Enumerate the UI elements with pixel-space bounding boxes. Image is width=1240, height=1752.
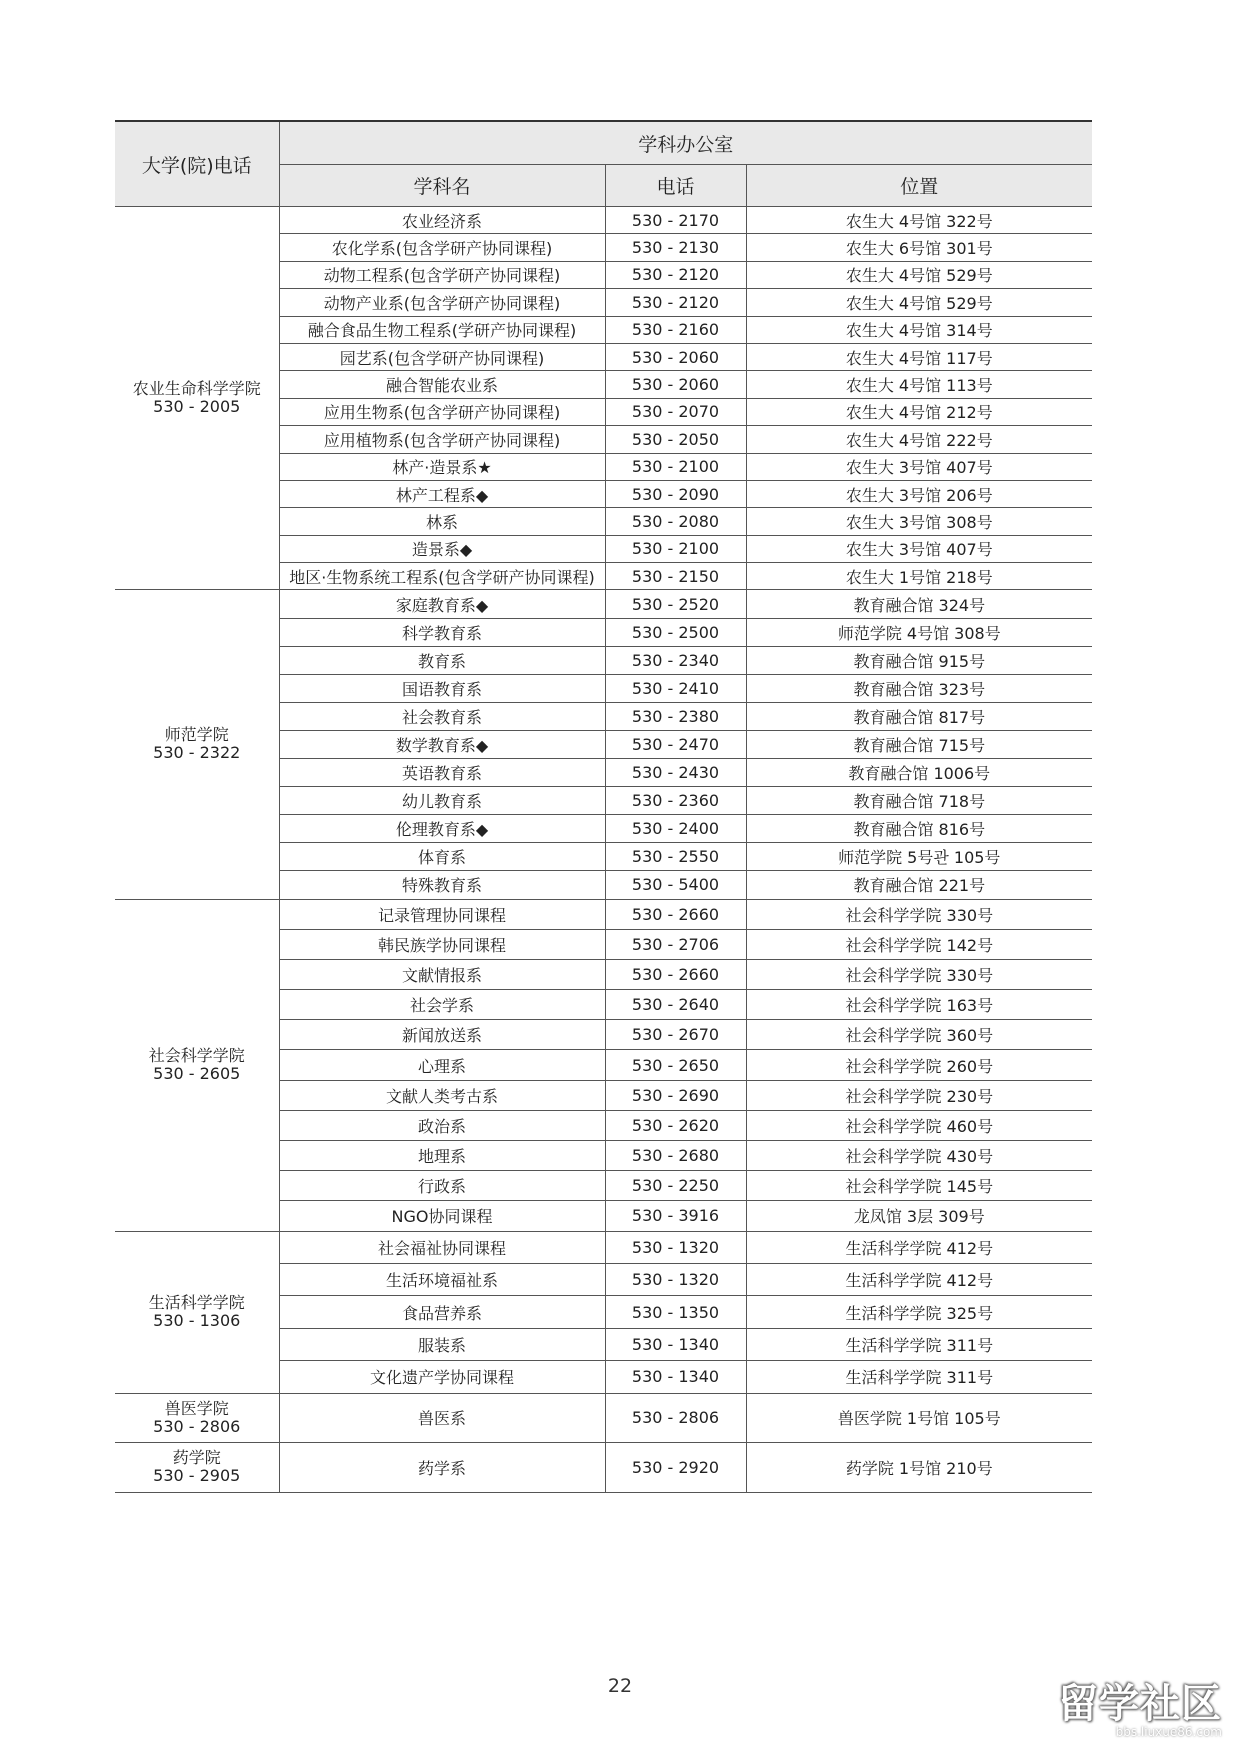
dept-name: 药学系 <box>279 1443 605 1493</box>
college-phone-header: 大学(院)电话 <box>115 121 279 207</box>
dept-location: 社会科学学院 330号 <box>746 959 1092 989</box>
dept-name: 农化学系(包含学研产协同课程) <box>279 234 605 261</box>
dept-header: 学科名 <box>279 165 605 207</box>
dept-name: 融合智能农业系 <box>279 371 605 398</box>
dept-location: 教育融合馆 324号 <box>746 590 1092 618</box>
college-name: 兽医学院 <box>164 1398 229 1418</box>
dept-location: 教育融合馆 1006号 <box>746 759 1092 787</box>
dept-location: 农生大 1号馆 218号 <box>746 563 1092 590</box>
dept-phone: 530 - 2100 <box>605 453 746 480</box>
dept-name: 融合食品生物工程系(学研产协同课程) <box>279 316 605 343</box>
dept-location: 社会科学学院 260号 <box>746 1050 1092 1080</box>
dept-location: 师范学院 5号관 105号 <box>746 843 1092 871</box>
dept-phone: 530 - 2920 <box>605 1443 746 1493</box>
dept-name: 应用生物系(包含学研产协同课程) <box>279 398 605 425</box>
dept-phone: 530 - 2410 <box>605 674 746 702</box>
dept-phone: 530 - 1340 <box>605 1361 746 1393</box>
dept-phone: 530 - 2130 <box>605 234 746 261</box>
dept-phone: 530 - 2400 <box>605 815 746 843</box>
dept-phone: 530 - 2070 <box>605 398 746 425</box>
college-phone: 530 - 2322 <box>153 743 241 763</box>
dept-location: 生活科学学院 325号 <box>746 1296 1092 1328</box>
college-cell <box>115 590 279 899</box>
dept-name: 记录管理协同课程 <box>279 899 605 929</box>
dept-name: 林产工程系◆ <box>279 480 605 507</box>
college-name: 师范学院 <box>164 725 229 745</box>
table-body <box>115 207 1092 1493</box>
dept-name: 地区·生物系统工程系(包含学研产协同课程) <box>279 563 605 590</box>
phone-header: 电话 <box>605 165 746 207</box>
dept-name: 国语教育系 <box>279 674 605 702</box>
dept-name: 科学教育系 <box>279 618 605 646</box>
dept-location: 农生大 4号馆 222号 <box>746 426 1092 453</box>
dept-location: 农生大 4号馆 322号 <box>746 207 1092 234</box>
dept-location: 社会科学学院 145号 <box>746 1171 1092 1201</box>
college-name: 社会科学学院 <box>148 1046 245 1066</box>
dept-location: 社会科学学院 430号 <box>746 1141 1092 1171</box>
dept-location: 教育融合馆 718号 <box>746 787 1092 815</box>
dept-name: 动物产业系(包含学研产协同课程) <box>279 289 605 316</box>
dept-phone: 530 - 5400 <box>605 871 746 899</box>
dept-name: 园艺系(包含学研产协同课程) <box>279 343 605 370</box>
dept-name: 特殊教育系 <box>279 871 605 899</box>
table-row <box>115 1231 1092 1263</box>
dept-name: 幼儿教育系 <box>279 787 605 815</box>
dept-name: 文献情报系 <box>279 959 605 989</box>
college-cell <box>115 1393 279 1443</box>
dept-phone: 530 - 2090 <box>605 480 746 507</box>
dept-location: 农生大 4号馆 113号 <box>746 371 1092 398</box>
college-cell <box>115 899 279 1231</box>
dept-location: 农生大 3号馆 407号 <box>746 535 1092 562</box>
dept-phone: 530 - 2170 <box>605 207 746 234</box>
dept-name: 数学教育系◆ <box>279 730 605 758</box>
dept-name: 造景系◆ <box>279 535 605 562</box>
dept-phone: 530 - 2470 <box>605 730 746 758</box>
dept-location: 生活科学学院 311号 <box>746 1361 1092 1393</box>
table-row <box>115 590 1092 618</box>
dept-phone: 530 - 1350 <box>605 1296 746 1328</box>
college-name: 农业生命科学学院 <box>132 379 261 399</box>
dept-phone: 530 - 2500 <box>605 618 746 646</box>
dept-name: NGO协同课程 <box>279 1201 605 1231</box>
dept-name: 伦理教育系◆ <box>279 815 605 843</box>
table-row <box>115 1443 1092 1493</box>
college-phone: 530 - 2905 <box>153 1466 241 1486</box>
dept-phone: 530 - 2150 <box>605 563 746 590</box>
dept-location: 师范学院 4号馆 308号 <box>746 618 1092 646</box>
dept-location: 教育融合馆 221号 <box>746 871 1092 899</box>
dept-name: 文化遗产学协同课程 <box>279 1361 605 1393</box>
college-cell <box>115 207 279 590</box>
dept-name: 兽医系 <box>279 1393 605 1443</box>
dept-name: 英语教育系 <box>279 759 605 787</box>
dept-location: 社会科学学院 230号 <box>746 1080 1092 1110</box>
dept-phone: 530 - 2806 <box>605 1393 746 1443</box>
department-phone-table <box>115 120 1092 1493</box>
dept-location: 农生大 4号馆 314号 <box>746 316 1092 343</box>
college-cell <box>115 1231 279 1393</box>
dept-location: 药学院 1号馆 210号 <box>746 1443 1092 1493</box>
dept-location: 农生大 3号馆 308号 <box>746 508 1092 535</box>
dept-phone: 530 - 2620 <box>605 1110 746 1140</box>
college-phone: 530 - 2605 <box>153 1064 241 1084</box>
dept-name: 心理系 <box>279 1050 605 1080</box>
dept-name: 社会学系 <box>279 990 605 1020</box>
dept-location: 教育融合馆 817号 <box>746 702 1092 730</box>
dept-phone: 530 - 2060 <box>605 371 746 398</box>
table-header <box>115 121 1092 207</box>
dept-phone: 530 - 2520 <box>605 590 746 618</box>
table-row <box>115 1393 1092 1443</box>
dept-location: 农生大 3号馆 206号 <box>746 480 1092 507</box>
dept-phone: 530 - 2706 <box>605 929 746 959</box>
dept-phone: 530 - 2050 <box>605 426 746 453</box>
dept-phone: 530 - 2660 <box>605 959 746 989</box>
dept-phone: 530 - 1320 <box>605 1231 746 1263</box>
location-header: 位置 <box>746 165 1092 207</box>
dept-location: 生活科学学院 311号 <box>746 1328 1092 1360</box>
dept-location: 农生大 4号馆 529号 <box>746 289 1092 316</box>
dept-name: 行政系 <box>279 1171 605 1201</box>
dept-name: 生活环境福祉系 <box>279 1263 605 1295</box>
dept-name: 应用植物系(包含学研产协同课程) <box>279 426 605 453</box>
dept-location: 农生大 4号馆 212号 <box>746 398 1092 425</box>
college-name: 生活科学学院 <box>148 1293 245 1313</box>
dept-phone: 530 - 2680 <box>605 1141 746 1171</box>
dept-name: 家庭教育系◆ <box>279 590 605 618</box>
dept-phone: 530 - 2640 <box>605 990 746 1020</box>
dept-phone: 530 - 2430 <box>605 759 746 787</box>
watermark-url: bbs.liuxue86.com <box>1115 1725 1222 1739</box>
table-row <box>115 207 1092 234</box>
dept-name: 政治系 <box>279 1110 605 1140</box>
dept-location: 社会科学学院 163号 <box>746 990 1092 1020</box>
dept-name: 教育系 <box>279 646 605 674</box>
dept-location: 兽医学院 1号馆 105号 <box>746 1393 1092 1443</box>
dept-name: 社会福祉协同课程 <box>279 1231 605 1263</box>
dept-phone: 530 - 3916 <box>605 1201 746 1231</box>
dept-phone: 530 - 1320 <box>605 1263 746 1295</box>
college-phone: 530 - 1306 <box>153 1311 241 1331</box>
dept-location: 社会科学学院 142号 <box>746 929 1092 959</box>
dept-location: 生活科学学院 412号 <box>746 1263 1092 1295</box>
dept-phone: 530 - 2120 <box>605 289 746 316</box>
dept-name: 林产·造景系★ <box>279 453 605 480</box>
dept-location: 农生大 4号馆 117号 <box>746 343 1092 370</box>
dept-phone: 530 - 2080 <box>605 508 746 535</box>
dept-phone: 530 - 2100 <box>605 535 746 562</box>
watermark-logo: 留学社区 <box>1058 1681 1222 1727</box>
dept-name: 地理系 <box>279 1141 605 1171</box>
table-row <box>115 899 1092 929</box>
dept-name: 动物工程系(包含学研产协同课程) <box>279 261 605 288</box>
college-phone: 530 - 2806 <box>153 1416 241 1436</box>
dept-location: 教育融合馆 816号 <box>746 815 1092 843</box>
dept-name: 林系 <box>279 508 605 535</box>
dept-name: 新闻放送系 <box>279 1020 605 1050</box>
dept-location: 教育融合馆 323号 <box>746 674 1092 702</box>
dept-location: 农生大 6号馆 301号 <box>746 234 1092 261</box>
dept-location: 社会科学学院 330号 <box>746 899 1092 929</box>
dept-location: 社会科学学院 360号 <box>746 1020 1092 1050</box>
college-phone: 530 - 2005 <box>153 397 241 417</box>
dept-phone: 530 - 2250 <box>605 1171 746 1201</box>
dept-name: 农业经济系 <box>279 207 605 234</box>
dept-location: 生活科学学院 412号 <box>746 1231 1092 1263</box>
watermark <box>1058 1672 1222 1739</box>
dept-location: 教育融合馆 915号 <box>746 646 1092 674</box>
office-header: 学科办公室 <box>279 121 1092 165</box>
college-cell <box>115 1443 279 1493</box>
dept-name: 社会教育系 <box>279 702 605 730</box>
dept-name: 服装系 <box>279 1328 605 1360</box>
dept-name: 文献人类考古系 <box>279 1080 605 1110</box>
dept-location: 龙凤馆 3层 309号 <box>746 1201 1092 1231</box>
dept-phone: 530 - 2670 <box>605 1020 746 1050</box>
dept-phone: 530 - 2690 <box>605 1080 746 1110</box>
dept-phone: 530 - 2660 <box>605 899 746 929</box>
dept-phone: 530 - 2360 <box>605 787 746 815</box>
dept-name: 体育系 <box>279 843 605 871</box>
dept-phone: 530 - 2160 <box>605 316 746 343</box>
dept-phone: 530 - 2650 <box>605 1050 746 1080</box>
dept-phone: 530 - 2120 <box>605 261 746 288</box>
dept-location: 社会科学学院 460号 <box>746 1110 1092 1140</box>
dept-name: 韩民族学协同课程 <box>279 929 605 959</box>
dept-name: 食品营养系 <box>279 1296 605 1328</box>
page-number: 22 <box>607 1675 633 1697</box>
college-name: 药学院 <box>172 1448 221 1468</box>
dept-location: 农生大 4号馆 529号 <box>746 261 1092 288</box>
dept-phone: 530 - 2550 <box>605 843 746 871</box>
dept-location: 教育融合馆 715号 <box>746 730 1092 758</box>
dept-phone: 530 - 1340 <box>605 1328 746 1360</box>
dept-phone: 530 - 2380 <box>605 702 746 730</box>
dept-phone: 530 - 2340 <box>605 646 746 674</box>
dept-location: 农生大 3号馆 407号 <box>746 453 1092 480</box>
dept-phone: 530 - 2060 <box>605 343 746 370</box>
